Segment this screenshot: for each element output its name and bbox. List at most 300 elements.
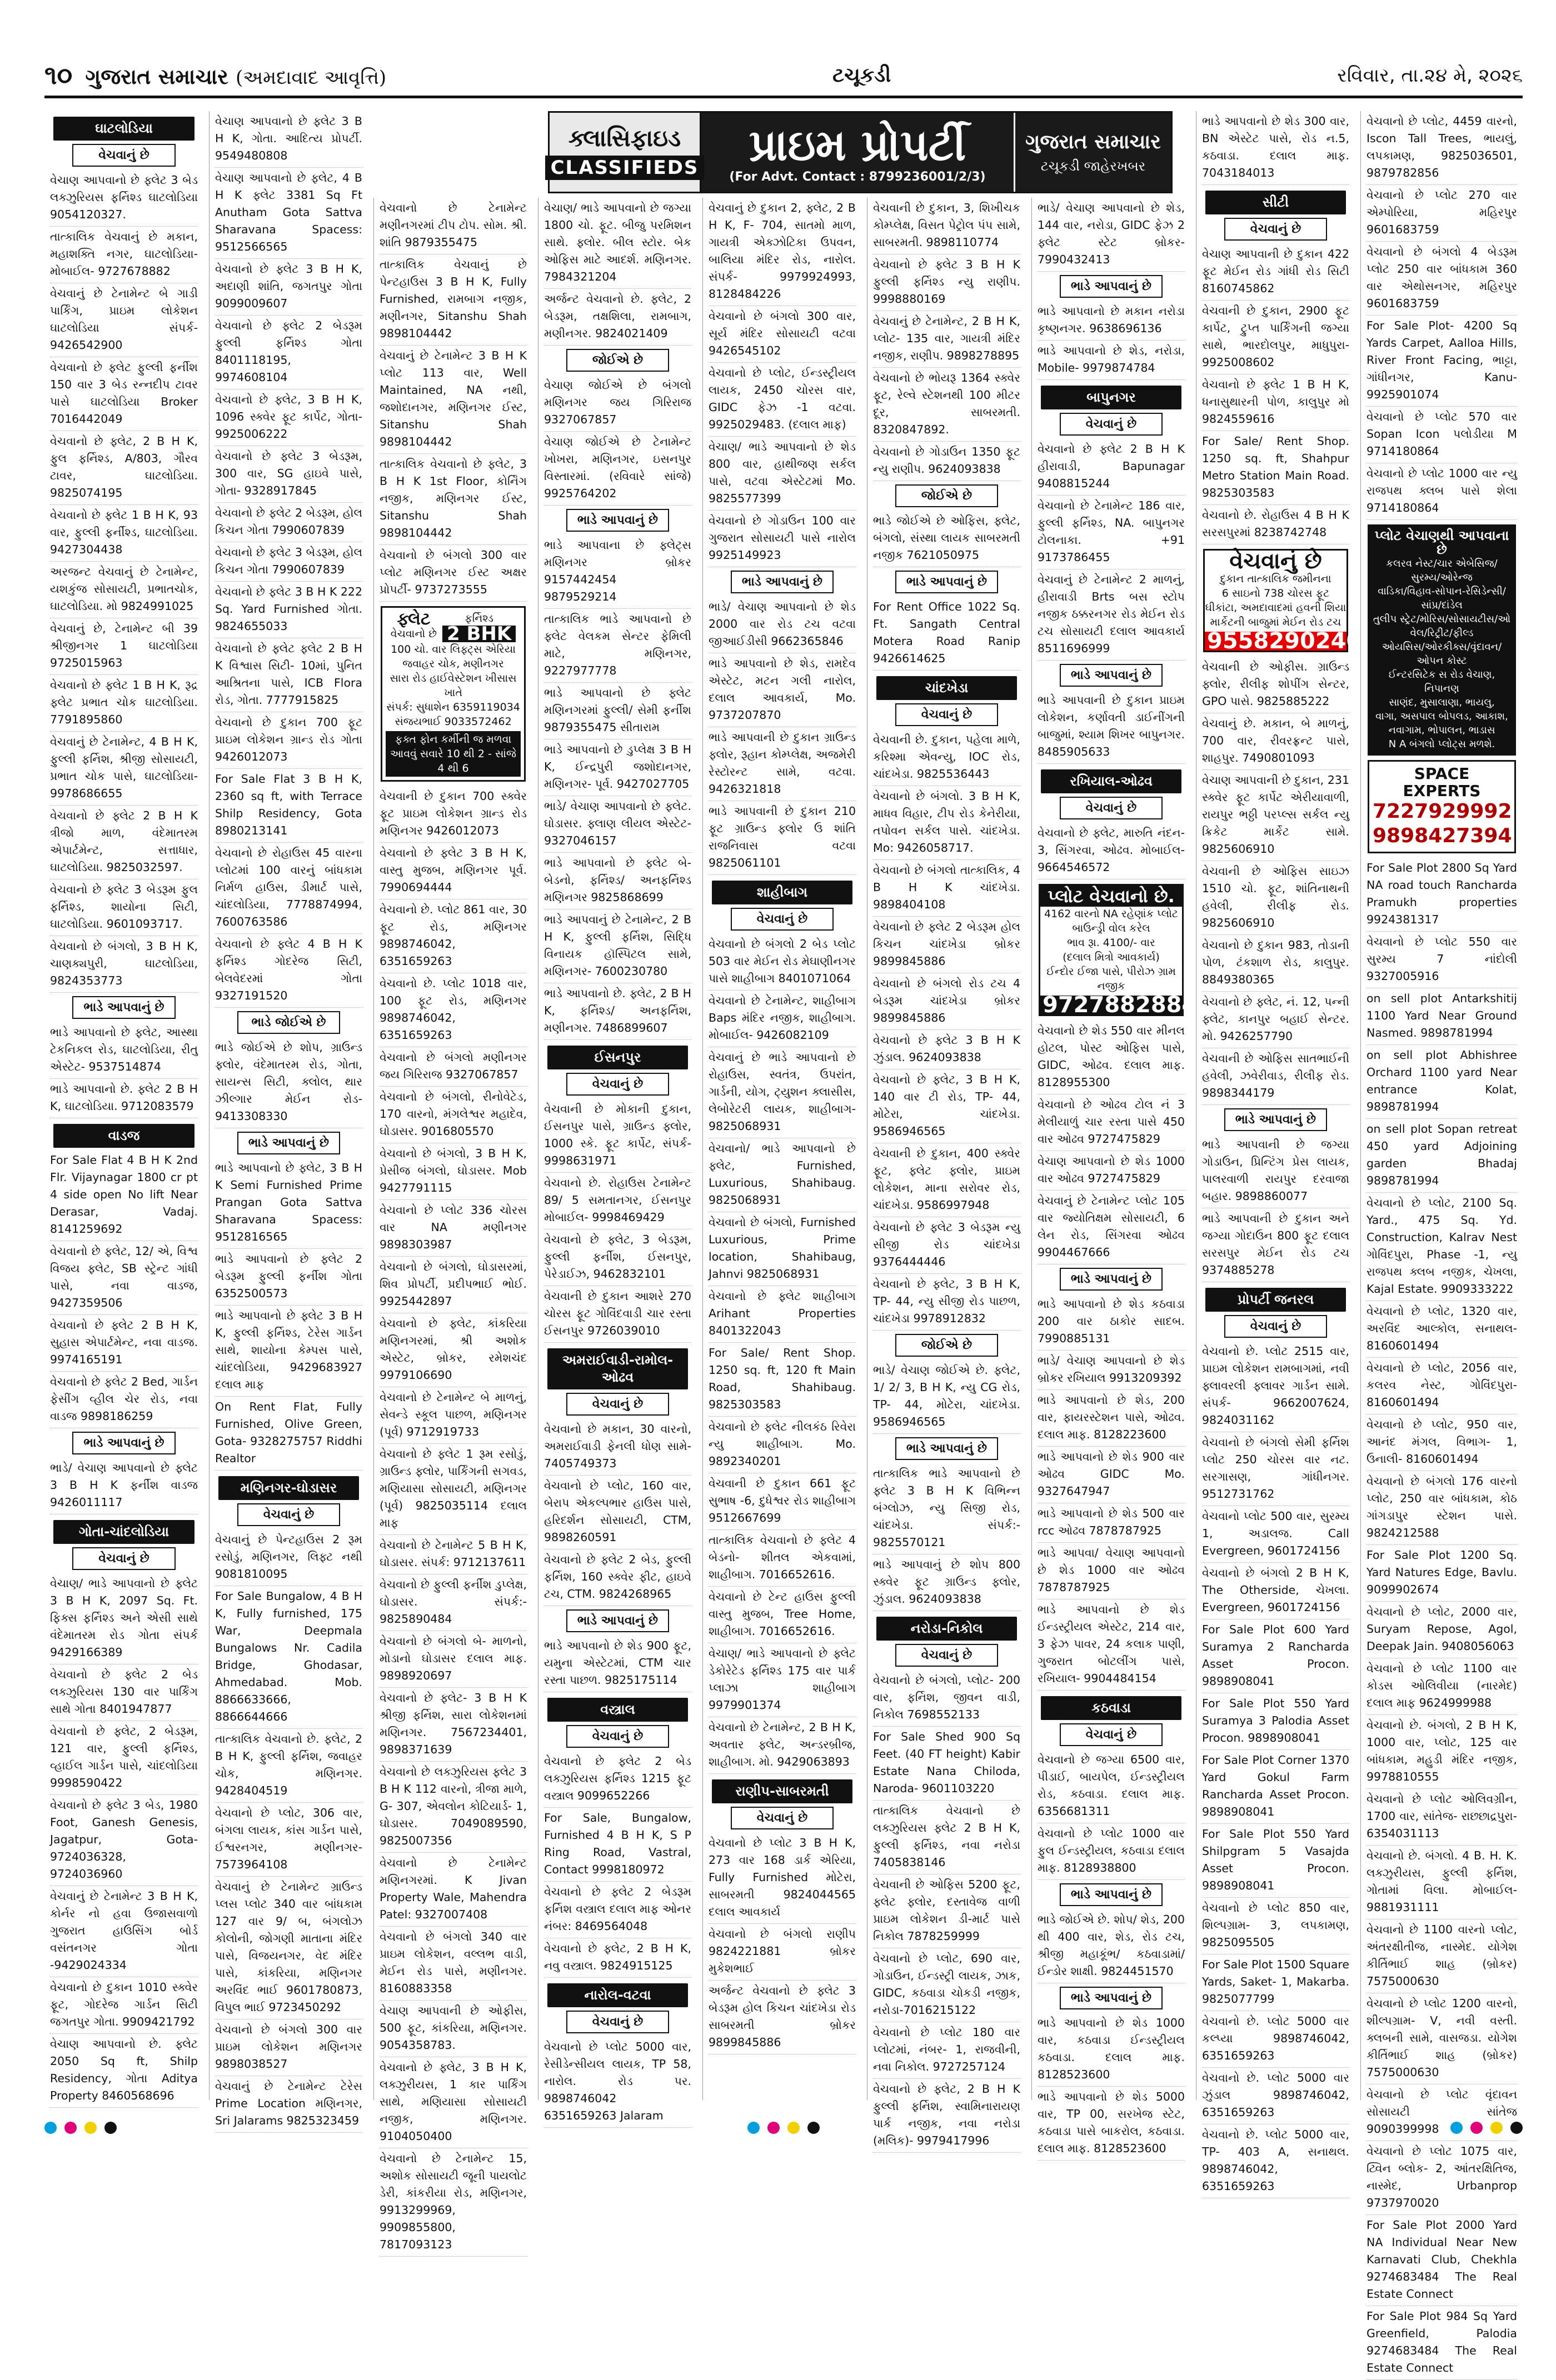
- classified-ad: વેચવાનો છે બંગલો 2 બેડ પ્લોટ 503 વાર મેઈન રોડ મેઘાણીનગર પાસે શાહીબાગ 8401071064: [709, 934, 856, 991]
- classified-ad: ભાડે આપવાનો છે ફ્લેટ, 3 B H K Semi Furnished Prime Prangan Gota Sattva Sharavana Spacess: 9512816565: [215, 1158, 362, 1249]
- classifieds-banner: [548, 111, 1173, 193]
- classified-ad: વેચવાનું છે ટેનામેન્ટ 3 B H K, કોર્નર નો હવા ઉજાસવાળો ગુજરાત હાઉસિંગ બોર્ડ વસંતનગર ગોતા -9429024334: [50, 1886, 198, 1977]
- classified-ad: વેચવાનો છે ફ્લેટ 3 બેડરૂમ, હોલ કિચન ગોતા 7990607839: [215, 542, 362, 582]
- classified-ad: વેચવાનો છે ટેનામેન્ટ મણિનગરમાં. K Jivan Property Wale, Mahendra Patel: 9327007408: [380, 1853, 527, 1927]
- classified-ad: ભાડે/ વેચાણ જોઈએ છે. ફ્લેટ, 1/ 2/ 3, B H K, ન્યુ CG રોડ, TP- 44, મોટેરા, ચાંદખેડા. 9586946565: [873, 1360, 1020, 1434]
- classified-ad: વેચવાનો છે ફ્લેટ ફુલ્લી ફર્નીશ 150 વાર 3 બેડ રન્નદીપ ટાવર પાસે ઘાટલોડિયા Broker 7016442049: [50, 357, 198, 431]
- classified-ad: વેચવાનો છે. પ્લોટ 861 વાર, 30 ફૂટ રોડ, મણિનગર 9898746042, 6351659263: [380, 899, 527, 973]
- category-subheading: જોઈએ છે: [566, 349, 669, 372]
- flat-ad-line: 100 ચો. વાર લિફ્ટ્સ એરિયા: [391, 643, 516, 656]
- classified-ad: તાત્કાલિક ભાડે આપવાનો છે ફ્લેટ વેલકમ સેન્ટર ફેમિલી માટે, મણિનગર, 9227977778: [544, 609, 691, 683]
- plot-service-line: N A બંગલો પ્લોટ્સ મળશે.: [1388, 738, 1495, 750]
- classified-ad: વેચવાની છે દુકાન, 400 સ્ક્વેર ફૂટ, ફ્લેટ ફ્લોર, પ્રાઇમ લોકેશન, માના સરોવર રોડ, ચાંદખેડા. 9586997948: [873, 1143, 1020, 1217]
- classified-ad: ભાડે આપવાનો છે શેડ 300 વાર, BN એસ્ટેટ પાસે, રોડ ન.5, કઠવાડા. દલાલ માફ. 7043184013: [1202, 111, 1349, 185]
- classified-ad: ભાડે આપવાનો છે. ફ્લેટ 2 B H K, ઘાટલોડિયા. 9712083579: [50, 1079, 198, 1118]
- area-heading: રાણીપ-સાબરમતી: [712, 1779, 852, 1803]
- classified-ad: For Sale Plot 1500 Square Yards, Saket- 1, Makarba. 9825077799: [1202, 1954, 1349, 2011]
- classified-ad: વેચાણ/ ભાડે આપવાનો છે જગ્યા 1800 ચો. ફૂટ. બીજુ પરમિશન સાથે. ફ્લોર. બીલ સ્ટોર. બેક ઓફિસ માટે આદર્શ. મણિનગર. 7984321204: [544, 198, 691, 289]
- category-subheading: ભાડે આપવાનું છે: [237, 1132, 340, 1154]
- classified-ad: વેચવાનો છે પ્લોટ, 2000 વાર, Suryam Repose, Agol, Deepak Jain. 9408056063: [1367, 1602, 1517, 1658]
- category-subheading: ભાડે આપવાનું છે: [1224, 1108, 1327, 1131]
- banner-title: પ્રાઇમ પ્રોપર્ટી: [749, 119, 966, 171]
- flat-ad-timing: ફક્ત ફોન કર્મીની જ મળવા આવવું સવારે 10 થી 2 - સાંજે 4 થી 6: [386, 731, 521, 777]
- space-experts-ad: [1368, 760, 1516, 853]
- classified-ad: વેચવાનો છે રોહાઉસ 45 વારના પ્લોટમાં 100 વારનું બાંધકામ નિર્મળ હાઉસ, ડીમાર્ટ પાસે, ચાંદલોડિયા, 7778874994, 7600763586: [215, 843, 362, 934]
- classified-ad: વેચવાનો છે ફ્લેટ, 2 B H K ફુલ્લી ફર્નિશ, સ્વામિનારાયણ પાર્ક નજીક, નવા નરોડા (મલિક)- 9979417996: [873, 2079, 1020, 2153]
- area-heading: શાહીબાગ: [712, 881, 852, 904]
- page-number: ૧૦: [44, 60, 73, 90]
- category-subheading: વેચવાનું છે: [237, 1503, 340, 1526]
- plot-service-line: ઓયસિસ/ઓરકીક્સ/વૃંદાવન/ઓપન કોસ્ટ: [1382, 641, 1502, 667]
- classified-ad: તાત્કાલિક વેચવાનો છે લક્ઝુરિયસ ફ્લેટ 2 B H K, ફુલ્લી ફર્નિશ્ડ, નવા નરોડા 7405838146: [873, 1801, 1020, 1874]
- area-heading: વાડજ: [53, 1124, 194, 1148]
- category-subheading: ભાડે આપવાનું છે: [895, 1437, 998, 1460]
- flat-display-ad: [381, 606, 526, 782]
- plot-display-ad: [1039, 884, 1198, 1018]
- shop-ad-line: 6 સાઇનો 738 ચોરસ ફૂટ: [1221, 587, 1330, 599]
- classified-ad: ભાડે આપવાનો છે શેડ 900 ફૂટ, યમુના એસ્ટેટમાં, CTM ચાર રસ્તા પાછળ. 9825175114: [544, 1636, 691, 1692]
- classified-ad: વેચવાનું છે દુકાન 2, ફ્લેટ, 2 B H K, F- 704, સાતમો માળ, ગાયત્રી એક્ઝોટિકા ઉપવન, બાલિયા મંદિર રોડ, નારોલ. સંપર્ક- 9979924993, 8128484226: [709, 198, 856, 306]
- column-7: [1031, 198, 1198, 2155]
- classified-ad: On Rent Flat, Fully Furnished, Olive Green, Gota- 9328275757 Riddhi Realtor: [215, 1397, 362, 1471]
- classified-ad: વેચવાનો છે ફ્લેટ, 3 બેડરૂમ, ફુલ્લી ફર્નીશ, ઈસનપુર, પેરેડાઈઝ, 9462832101: [544, 1229, 691, 1286]
- classified-ad: વેચવાનો છે દુકાન 983, તોડાની પોળ, ટંકશાળ રોડ, કાલુપુર. 8849380365: [1202, 935, 1349, 992]
- classified-ad: વેચવાનો છે બંગલો, Furnished Luxurious, Prime location, Shahibaug, Jahnvi 9825068931: [709, 1212, 856, 1286]
- classified-ad: વેચવાનો છે દુકાન 1010 સ્ક્વેર ફૂટ, ગોદરેજ ગાર્ડન સિટી જગતપુર ગોતા. 9909421792: [50, 1977, 198, 2034]
- classified-ad: વેચવાનું છે ટેનામેન્ટ પ્લોટ 105 વાર જ્યોતિક્ષમ સોસાયટી, 6 લેન રોડ, સિંગરવા ઓઢવ 9904467666: [1038, 1191, 1185, 1264]
- classified-ad: વેચવાનો છે પ્લોટ 5000 વાર, રેસીડેન્સીયલ લાયક, TP 58, નારોલ. રોડ પર. 9898746042 6351659263 Jalaram: [544, 2037, 691, 2128]
- classified-ad: વેચવાનો/ ભાડે આપવાનો છે ફ્લેટ, Furnished, Luxurious, Shahibaug. 9825068931: [709, 1138, 856, 1212]
- cyan-mark: [747, 2122, 760, 2134]
- plot-service-line: નવાગામ, ભોપાલન, ભાડાસ: [1388, 724, 1495, 736]
- classified-ad: વેચવાનો છે ફ્લેટ, 2 B H K, નવુ વસ્ત્રાલ. 9824915125: [544, 1938, 691, 1978]
- category-subheading: ભાડે આપવાનું છે: [731, 571, 834, 593]
- classified-ad: વેચવાનો છે ફ્લેટ- 3 B H K શ્રીજી ફર્નિશ, સારા લોકેશનમાં મણિનગર. 7567234401, 9898371639: [380, 1688, 527, 1762]
- category-subheading: વેચવાનું છે: [566, 1725, 669, 1748]
- paper-name: ગુજરાત સમાચાર: [85, 64, 228, 89]
- classified-ad: ભાડે આપવાનો છે શેડ ઈન્ડસ્ટ્રીયલ એસ્ટેટ, 214 વાર, 3 ફેઝ પાવર, 24 કલાક પાણી, ગુજરાત બોટલીંગ પાસે, રખિયાલ- 9904484154: [1038, 1599, 1185, 1691]
- classified-ad: વેચવાનો છે પ્લોટ 3 B H K, 273 વાર 168 ડાર્ક એરિયા, Fully Furnished મોટેરા, સાબરમતી 9824044565 દલાલ આવકાર્ય: [709, 1833, 856, 1924]
- classified-ad: ભાડે આપવાનો છે. ફ્લેટ, 2 B H K, ફર્નિશ્ડ/ અનફર્નિશ, મણીનગર. 7486899607: [544, 983, 691, 1040]
- classified-ad: વેચવાનો છે બંગલો 4 બેડરૂમ પ્લોટ 250 વાર બાંધકામ 360 વાર એથોસનગર, મહિરપુર 9601683759: [1367, 242, 1517, 316]
- classified-ad: ભાડે આપવાના છે ફ્લેટ્સ મણિનગર બ્રોકર 9157442454 9879529214: [544, 535, 691, 609]
- classified-ad: વેચવાનો છે પ્લોટ, 160 વાર, બેરાપ એકલ્પભાર હાઉસ પાસે, હરિદર્શન સોસાયટી, CTM, 9898260591: [544, 1476, 691, 1549]
- classified-ad: ભાડે આપવાનું છે ટેનામેન્ટ, 2 B H K, ફુલ્લી ફર્નિશ, સિદ્ધિ વિનાયક હૉસ્પિટલ સામે, મણિનગર- 7600230780: [544, 909, 691, 983]
- classified-ad: વેચવાનો છે ફ્લેટ, કાંકરિયા મણિનગરમાં, શ્રી અશોક એસ્ટેટ, બ્રોકર, રમેશચંદ 9979106690: [380, 1313, 527, 1387]
- classified-ad: વેચવાનો છે ફ્લેટ 3 બેડરૂમ, 300 વાર, SG હાઇવે પાસે, ગોતા- 9328917845: [215, 446, 362, 503]
- banner-right: [1014, 113, 1171, 192]
- column-1: [44, 111, 203, 2100]
- classified-ad: ભાડે આપવાનો છે શેડ, રામદેવ એસ્ટેટ, મટન ગલી નારોલ, દલાલ આવકાર્ય, Mo. 9737207870: [709, 653, 856, 727]
- registration-marks-center: [747, 2122, 820, 2134]
- classified-ad: તાત્કાલિક ભાડે આપવાનો છે ફ્લેટ 3 B H K વિભિન્ન બંગ્લોઝ, ન્યુ સિજી રોડ, ચાંદખેડા. સંપર્ક:- 9825570121: [873, 1463, 1020, 1554]
- classified-ad: ભાડે/ વેચાણ આપવાનો છે શેડ બ્રોકર રખિયાલ 9913209392: [1038, 1351, 1185, 1390]
- classified-ad: વેચવાની છે દુકાન આશરે 270 ચોરસ ફૂટ ગોવિંદવાડી ચાર રસ્તા ઈસનપુર 9726039010: [544, 1286, 691, 1343]
- classified-ad: વેચવાનો છે ટેનામેન્ટ 186 વાર, ફુલ્લી ફર્નિશ્ડ, NA. બાપુનગર ટોલનાકા. +91 9173786455: [1038, 496, 1185, 569]
- classified-ad: ભાડે/ વેચાણ આપવાનો છે શેડ 2000 વાર રોડ ટચ વટવા જીઆઈડીસી 9662365846: [709, 597, 856, 653]
- flat-ad-subtitle: વેચવાનો છે: [390, 628, 437, 640]
- classified-en: CLASSIFIEDS: [545, 156, 705, 180]
- classified-ad: ભાડે આપવાનો છે ફ્લેટ 2 બેડરૂમ ફુલ્લી ફર્નીશ ગોતા 6352500573: [215, 1249, 362, 1306]
- classified-ad: વેચવાની છે દુકાન, 3, શિખીચક કોમ્પ્લેક્ષ, વિસત પેટ્રોલ પંપ સામે, સાબરમતી. 9898110774: [873, 198, 1020, 254]
- classified-ad: વેચવાનો છે પ્લોટ, 306 વાર, બંગલા લાયક, કાંસ ગાર્ડન પાસે, ઈશ્વરનગર, મણીનગર- 7573964108: [215, 1803, 362, 1877]
- classified-ad: વેચવાનો છે શેડ 550 વાર મીનલ હોટલ, પોસ્ટ ઓફિસ પાસે, GIDC, ઓઢવ. દલાલ માફ. 8128955300: [1038, 1021, 1185, 1094]
- classified-ad: વેચવાનો છે ફ્લેટ, 3 B H K, TP- 44, ન્યુ સીજી રોડ પાછળ, ચાંદખેડા 9978912832: [873, 1274, 1020, 1331]
- banner-contact: (For Advt. Contact : 8799236001/2/3): [729, 169, 986, 184]
- area-heading: ચાંદખેડા: [876, 676, 1017, 700]
- classified-ad: ભાડે આપવાની છે દુકાન અને જગ્યા ગોદાઉન 800 ફૂટ દલાલ સરસપુર મેઈન રોડ ટચ 9374885278: [1202, 1208, 1349, 1282]
- area-heading: મણિનગર-ઘોડાસર: [218, 1476, 359, 1500]
- category-subheading: જોઈએ છે: [895, 484, 998, 507]
- classified-ad: તાત્કાલિક વેચવાનો છે. ફ્લેટ, 2 B H K, ફુલ્લી ફર્નિશ, જવાહર ચોક, મણિનગર. 9428404519: [215, 1729, 362, 1803]
- classifieds-grid: [44, 111, 1523, 2374]
- classified-ad: વેચવાનો છે ફ્લેટ 1 B H K, રૂદ્ર ફ્લેટ પ્રભાત ચોક ઘાટલોડિયા. 7791895860: [50, 675, 198, 732]
- classified-ad: ભાડે/ વેચાણ આપવાનો છે ફ્લેટ 3 B H K ફર્નીશ વાડજ 9426011117: [50, 1458, 198, 1514]
- flat-ad-furnished: ફર્નિશ્ડ: [465, 612, 493, 624]
- black-mark: [807, 2122, 820, 2134]
- classified-ad: વેચવાનો છે ફ્લેટ 2 બેડરૂમ હોલ કિચન ચાંદખેડા બ્રોકર 9899845886: [873, 917, 1020, 973]
- classified-ad: વેચવાનો છે ફ્લેટ, મારુતિ નંદન- 3, સિંગરવા, ઓઢવ. મોબાઈલ- 9664546572: [1038, 823, 1185, 879]
- classified-ad: વેચાણ/ ભાડે આપવાનો છે ફ્લેટ 3 B H K, 2097 Sq. Ft. ફિક્સ ફર્નિશ્ડ અને એસી સાથે વંદેમાતરમ રોડ ગોતા સંપર્ક 9429166389: [50, 1573, 198, 1664]
- classified-ad: વેચવાનું છે ટેનામેન્ટ ગ્રાઉન્ડ પ્લસ પ્લોટ 340 વાર બાંધકામ 127 વાર 9/ બ, બંગલોઝ કોલોની, જોગણી માતાના મંદિર પાસે, વિજયનગર, વેદ મંદિર પાસે, કાંકરિયા, મણિનગર અરવિંદ ભાઈ 9601780873, વિપુલ ભાઈ 9723450292: [215, 1877, 362, 2019]
- category-subheading: વેચવાનું છે: [1060, 1723, 1163, 1746]
- classified-ad: વેચવાનો છે જગ્યા 6500 વાર, પીડાઈ, બાયપેલ, ઈન્ડસ્ટ્રીયલ રોડ, કઠવાડા. દલાલ માફ. 6356681311: [1038, 1749, 1185, 1823]
- page-footer: [44, 2111, 1523, 2144]
- classified-ad: વેચવાનું છે પેન્ટહાઉસ 2 રૂમ રસોડું, મણિનગર, લિફ્ટ નથી 9081810095: [215, 1529, 362, 1586]
- magenta-mark: [1470, 2122, 1483, 2134]
- classified-ad: વેચવાનો છે ફ્લેટ 3 B H K ઝુંડાલ. 9624093838: [873, 1030, 1020, 1069]
- column-2: [209, 111, 368, 2127]
- classified-ad: વેચવાનો છે પ્લોટ, 2056 વાર, કલરવ નેસ્ટ, ગોવિંદપુરા- 8160601494: [1367, 1358, 1517, 1414]
- classified-ad: ભાડે આપવાનો છે શેડ 5000 વાર, TP 00, સરખેજ સ્ટેટ, કઠવાડા પાસે બાકરોલ, કઠવાડા. દલાલ માફ. 8128523600: [1038, 2087, 1185, 2161]
- plot-service-line: વાગા, અસપાલ બોપલડ, આકાશ,: [1375, 711, 1508, 722]
- classified-ad: વેચવાનો છે પ્લોટ, 1320 વાર, અરવિંદ આલ્કોલ, સનાથલ- 8160601494: [1367, 1301, 1517, 1358]
- classified-ad: વેચવાનો છે ભોયરૂ 1364 સ્ક્વેર ફૂટ, રેલ્વે સ્ટેશનથી 100 મીટર દૂર, સાબરમતી. 8320847892.: [873, 368, 1020, 442]
- category-subheading: ભાડે આપવાનું છે: [566, 1609, 669, 1632]
- issue-date: રવિવાર, તા.૨૪ મે, ૨૦૨૬: [1337, 64, 1523, 87]
- classified-ad: For Sale Plot 984 Sq Yard Greenfield, Palodia 9274683484 The Real Estate Connect: [1367, 2306, 1517, 2380]
- magenta-mark: [64, 2122, 77, 2134]
- classified-ad: વેચવાનો છે ફ્લેટ 2 બેડરૂમ ફર્નિશ વસ્ત્રાલ દલાલ માફ ઓનર નંબર: 8469564048: [544, 1882, 691, 1938]
- category-subheading: ભાડે આપવાનું છે: [1060, 1268, 1163, 1291]
- classified-ad: વેચવાનો છે બંગલો, 3 B H K, ચાણક્યપુરી, ઘાટલોડિયા, 9824353773: [50, 936, 198, 993]
- classified-ad: For Sale Plot 600 Yard Suramya 2 Rancharda Asset Procon. 9898908041: [1202, 1619, 1349, 1693]
- classified-ad: વેચવાની છે ઓફીસ. ગ્રાઉન્ડ ફ્લોર, રીલીફ શોપીંગ સેન્ટર, GPO પાસે. 9825885222: [1202, 657, 1349, 713]
- classified-ad: ભાડે આપવા/ વેચાણ આપવાનો છે શેડ 1000 વાર ઓઢવ 7878787925: [1038, 1543, 1185, 1599]
- classified-ad: ભાડે આપવાનો છે ફ્લેટ બે- બેડનો, ફર્નિશ્ડ/ અનફર્નિશ્ડ મણિનગર 9825868699: [544, 853, 691, 909]
- classified-ad: વેચવાનો છે ટેનામેન્ટ 15, અશોક સોસાયટી જૂની પાયલોટ ડેરી, કાંકરીયા રોડ, મણિનગર, 9913299969, 9909855800, 7817093123: [380, 2148, 527, 2257]
- classified-ad: વેચવાનો છે પ્લોટ, 690 વાર, ગોડાઉન, ઈન્ડસ્ટ્રી લાયક, ઝાક, GIDC, કઠવાડા ચોકડી નજીક, નરોડા-7016215122: [873, 1948, 1020, 2022]
- classified-ad: ભાડે આપવાની છે દુકાન પ્રાઇમ લોકેશન, કર્ણાવતી ડાઈનીંગની બાજુમાં, શ્યામ શિખર બાપુનગર. 8485905633: [1038, 690, 1185, 764]
- classified-ad: વેચવાનો છે. પ્લોટ 5000 વાર, TP- 403 A, સનાથલ. 9898746042, 6351659263: [1202, 2124, 1349, 2198]
- category-subheading: વેચવાનું છે: [731, 908, 834, 931]
- classified-ad: ભાડે આપવાનો છે ફ્લેટ, આસ્થા ટેકનિકલ રોડ, ઘાટલોડિયા, રીતુ એસ્ટેટ- 9537514874: [50, 1022, 198, 1079]
- shop-ad-line: માર્કેટની બાજુમાં મેઈન રોડ ટચ: [1210, 616, 1341, 628]
- classified-ad: વેચવાનો છે. બંગલો, 2 B H K, 1000 વાર, પ્લોટ, 125 વાર બાંધકામ, મહુડી મંદિર નજીક, 9978810555: [1367, 1715, 1517, 1789]
- classified-ad: વેચવાનો છે ફ્લેટ શાહીબાગ Arihant Properties 8401322043: [709, 1286, 856, 1343]
- area-heading: નારોલ-વટવા: [547, 1983, 688, 2007]
- classified-ad: વેચવાનો છે બંગલો રાણીપ 9824221881 બ્રોકર મુકેશભાઈ: [709, 1924, 856, 1981]
- plot-service-ad: [1368, 524, 1516, 756]
- classified-ad: વેચવાનો છે ગોડાઉન 1350 ફૂટ ન્યુ રાણીપ. 9624093838: [873, 442, 1020, 481]
- classified-ad: વેચવાનો છે પ્લોટ, 950 વાર, આનંદ મંગલ, વિભાગ- 1, ઉનાલી- 8160601494: [1367, 1414, 1517, 1471]
- classified-ad: on sell plot Antarkshitij 1100 Yard Near Ground Nasmed. 9898781994: [1367, 988, 1517, 1045]
- flat-ad-bhk: 2 BHK: [442, 626, 516, 642]
- classified-ad: For Sale Bungalow, 4 B H K, Fully furnished, 175 War, Deepmala Bungalows Nr. Cadila Bridge, Ghodasar, Ahmedabad. Mob. 8866633666, 8866644666: [215, 1586, 362, 1729]
- column-8: [1196, 111, 1362, 2193]
- classified-ad: ભાડે આપવાનું છે શોપ 800 સ્ક્વેર ફૂટ ગ્રાઉન્ડ ફ્લોર, ઝુંડાલ. 9624093838: [873, 1554, 1020, 1611]
- page-header: [44, 56, 1523, 98]
- plot-ad-line: (દલાલ મિત્રો આવકાર્ય): [1063, 951, 1160, 963]
- classified-ad: વેચવાનો છે ફ્લેટ, 3 B H K, લક્ઝુરીયસ, 1 કાર પાર્કિંગ સાથે, મણિયાસા સોસાયટી નજીક, મણિનગર. 9104050400: [380, 2057, 527, 2148]
- classified-gu: ક્લાસિફાઇડ: [568, 124, 681, 152]
- column-4: [538, 198, 697, 2122]
- category-subheading: વેચવાનું છે: [1224, 218, 1327, 241]
- category-subheading: વેચવાનું છે: [895, 703, 998, 726]
- classified-ad: વેચવાની છે દુકાન 661 ફૂટ સુભાષ -6, દુધેશ્વર રોડ શાહીબાગ 9512667699: [709, 1473, 856, 1530]
- classified-ad: વેચવાનો છે પ્લોટ, 4459 વારનો, Iscon Tall Trees, ભાયલું, લપકામણ, 9825036501, 9879782856: [1367, 111, 1517, 185]
- classified-ad: અરજન્ટ વેચવાનું છે ટેનામેન્ટ, યશકુંજ સોસાયટી, પ્રભાતચોક, ઘાટલોડિયા. મો 9824991025: [50, 562, 198, 618]
- classified-ad: વેચવાનું છે ભાડે આપવાનો છે રોહાઉસ, સ્વતંત્ર, ઉપરાંત, ગાર્ડની, યોગ, ટ્યુશન ક્લાસીસ, લેબોરેટરી લાયક, શાહીબાગ- 9825068931: [709, 1047, 856, 1138]
- classified-ad: વેચવાનો છે ફ્લેટ, 2 B H K, ફુલ ફર્નિશ્ડ, A/803, ગૌરવ ટાવર, ઘાટલોડિયા. 9825074195: [50, 431, 198, 505]
- classified-ad: વેચવાનો છે પ્લોટ 550 વાર સુરમ્ય 7 નાંદોલી 9327005916: [1367, 932, 1517, 988]
- category-subheading: વેચવાનું છે: [731, 1807, 834, 1829]
- classified-ad: વેચવાનો છે ટેનામેન્ટ બે માળનું, સેવન્ડે સ્કૂલ પાછળ, મણિનગર (પૂર્વ) 9712919733: [380, 1387, 527, 1444]
- classified-ad: વેચવાનો છે. બંગલો. 4 B. H. K. લક્ઝુરીયસ, ફુલ્લી ફર્નિશ, ગોતામાં વિલા. મોબાઈલ- 9881931111: [1367, 1846, 1517, 1919]
- plot-service-line: કલરવ નેસ્ટ/ચાર એબેસિજ/સુરમ્ય/ઓરેન્જ: [1386, 558, 1498, 583]
- classified-ad: વેચવાની છે દુકાન, 2900 ફૂટ કાર્પેટ, ટ્રુપ્ત પાર્કિંગની જગ્યા સાથે, ભારદોલપુર, માધુપુરા- 9925008602: [1202, 301, 1349, 374]
- category-subheading: ભાડે આપવાનું છે: [895, 571, 998, 593]
- area-heading: રખિયાલ-ઓઢવ: [1041, 769, 1181, 793]
- flat-ad-line: સંપર્ક: સુધાશેન 6359119034: [386, 701, 520, 713]
- classified-ad: વેચવાનો છે ફ્લેટ 2 B H K, સુહાસ એપાર્ટમેન્ટ, નવા વાડજ. 9974165191: [50, 1315, 198, 1372]
- classified-ad: વેચવાનો છે બંગલો 340 વાર પ્રાઇમ લોકેશન, વલ્લભ વાડી, મેઈન રોડ પાસે, મણીનગર. 8160883358: [380, 1927, 527, 2001]
- classified-ad: વેચવાનો છે ફ્લેટ 2 બેડ, ફુલ્લી ફર્નિશ, 160 સ્ક્વેર ફીટ, હાઇવે ટચ, CTM. 9824268965: [544, 1549, 691, 1606]
- classified-ad: વેચવાનો છે ગોડાઉન 100 વાર ગુજરાત સોસાયટી પાસે નારોલ 9925149923: [709, 511, 856, 567]
- classified-ad: on sell plot Sopan retreat 450 yard Adjoining garden Bhadaj 9898781994: [1367, 1119, 1517, 1193]
- classified-ad: વેચવાનો છે ફ્લેટ 3 બેડ, 1980 Foot, Ganesh Genesis, Jagatpur, Gota- 9724036328, 9724036960: [50, 1795, 198, 1886]
- column-5: [702, 198, 861, 2100]
- classified-ad: For Sale Plot 1200 Sq. Yard Natures Edge, Bavlu. 9099902674: [1367, 1545, 1517, 1602]
- classified-ad: વેચાણ આપવાનો છે ફ્લેટ, 4 B H K ફ્લેટ 3381 Sq Ft Anutham Gota Sattva Sharavana Spacess: 9512566565: [215, 168, 362, 259]
- column-6: [867, 198, 1026, 2147]
- classified-ad: વેચવાનો છે બંગલો 2 B H K, The Otherside, ચેખલા. Evergreen, 9601724156: [1202, 1563, 1349, 1619]
- classified-ad: વેચવાનું છે ટેનામેન્ટ બે ગાડી પાર્કિંગ, પ્રાઇમ લોકેશન ઘાટલોડિયા સંપર્ક- 9426542900: [50, 283, 198, 357]
- classified-ad: For Sale Plot 550 Yard Shilpgram 5 Vasajda Asset Procon. 9898908041: [1202, 1824, 1349, 1898]
- flat-ad-head-left: [390, 609, 437, 641]
- classified-ad: વેચવાનો છે ફ્લેટ, નં. 12, પન્ની ફ્લેટ, કાનપુર બહાઈ સેન્ટર. મો. 9426257790: [1202, 992, 1349, 1048]
- area-heading: અમરાઈવાડી-રામોલ-ઓઢવ: [547, 1348, 688, 1389]
- classified-ad: વેચવાનું છે. મકાન, બે માળનું, 700 વાર, રીવરફ્રન્ટ પાસે, શાહપુર. 7490801093: [1202, 713, 1349, 770]
- registration-marks-right: [1450, 2122, 1523, 2134]
- classified-ad: For Sale Shed 900 Sq Feet. (40 FT height) Kabir Estate Nana Chiloda, Naroda- 9601103220: [873, 1727, 1020, 1801]
- area-heading: પ્રોપર્ટી જનરલ: [1205, 1288, 1346, 1312]
- category-subheading: ભાડે આપવાનું છે: [1060, 275, 1163, 298]
- classified-ad: વેચવાની છે ઓફિસ સાઇઝ 1510 ચો. ફૂટ, શાંતિનાથની હવેલી, રીલીફ રોડ. 9825606910: [1202, 861, 1349, 935]
- classified-ad: વેચવાનો છે ટેનામેન્ટ, 2 B H K, અવતાર ફ્લેટ, અન્ડરબ્રીજ, શાહીબાગ. મો. 9429063893: [709, 1717, 856, 1774]
- classified-ad: વેચવાનું છે ટેનામેન્ટ 2 માળનું, હીરાવાડી Brts બસ સ્ટોપ નજીક ઠક્કરનગર રોડ મેઈન રોડ ટચ સોસાયટી દલાલ આવકાર્ય 8511696999: [1038, 569, 1185, 661]
- classified-ad: વેચવાનું છે ટેનામેન્ટ 3 B H K પ્લોટ 113 વાર, Well Maintained, NA નથી, જશોદાનગર, મણિનગર ઈસ્ટ, Sitanshu Shah 9898104442: [380, 346, 527, 454]
- classified-ad: વેચાણ જોઈએ છે બંગલો મણિનગર જય ગિરિરાજ 9327067857: [544, 375, 691, 432]
- classified-ad: વેચવાનો છે ફ્લેટ 3 બેડરૂમ ફુલ ફર્નિશ્ડ, શાયોના સિટી, ઘાટલોડિયા. 9601093717.: [50, 879, 198, 936]
- classified-ad: ભાડે/ વેચાણ આપવાનો છે શેડ, 144 વાર, નરોડા, GIDC ફેઝ 2 ફ્લેટ સ્ટેટ બ્રોકર- 7990432413: [1038, 198, 1185, 272]
- classified-ad: વેચવાનો છે બંગલો મણીનગર જય ગિરિરાજ 9327067857: [380, 1047, 527, 1087]
- classified-ad: વેચવાનો છે બંગલો 176 વારનો પ્લોટ, 250 વાર બાંધકામ, કોઠ ગાંગડાપુર સ્ટેશન પાસે. 9824212588: [1367, 1471, 1517, 1545]
- category-subheading: ભાડે આપવાનું છે: [1060, 1883, 1163, 1906]
- category-subheading: ભાડે આપવાનું છે: [1060, 664, 1163, 687]
- plot-service-line: સાણંદ, મુસાલાણા, ભાયલુ,: [1389, 697, 1495, 708]
- classified-ad: વેચવાનો છે મકાન, 30 વારનો, અમરાઈવાડી ફેનલી ધોણ સામે- 7405749373: [544, 1419, 691, 1476]
- classified-ad: વેચવાનો છે. પ્લોટ 2515 વાર, પ્રાઇમ લોકેશન રામબાગમાં, નવી ફ્લાવરલી ફ્લાવર ગાર્ડન સામે. સંપર્ક- 9662007624, 9824031162: [1202, 1341, 1349, 1432]
- classified-ad: ભાડે આપવાનો છે મકાન નરોડા કૃષ્ણનગર. 9638696136: [1038, 301, 1185, 341]
- classified-ad: વેચવાનો છે. રોહાઉસ 4 B H K સરસપુરમાં 8238742748: [1202, 505, 1349, 544]
- banner-paper: ગુજરાત સમાચાર: [1025, 131, 1161, 153]
- area-heading: વસ્ત્રાલ: [547, 1698, 688, 1722]
- shop-ad-line: દુકાન તાત્કાલિક જમીનના: [1220, 573, 1331, 585]
- flat-ad-line: સારા રોડ હાઈવેસ્ટેશન ખીસાસ ખાતે: [390, 672, 517, 699]
- black-mark: [104, 2122, 117, 2134]
- classified-ad: ભાડે આપવાનો છે ફ્લેટ 3 B H K, ફુલ્લી ફર્નિશ્ડ, ટેરેસ ગાર્ડન સાથે, શાયોના કેમ્પસ પાસે, ચાંદલોડિયા, 9429683927 દલાલ માફ: [215, 1306, 362, 1397]
- classified-ad: વેચવાનો છે ઓઢવ ટોલ નં 3 મેલીયાળું ચાર રસ્તા પાસે 450 વાર ઓઢવ 9727475829: [1038, 1094, 1185, 1151]
- category-subheading: વેચવાનું છે: [72, 144, 176, 167]
- cyan-mark: [1450, 2122, 1463, 2134]
- plot-ad-head: પ્લોટ વેચવાનો છે.: [1040, 886, 1182, 907]
- classified-ad: વેચવાનો છે ટેનામેન્ટ 5 B H K, ઘોડાસર. સંપર્ક: 9712137611: [380, 1535, 527, 1574]
- classified-ad: વેચવાનો છે દુકાન 700 ફૂટ પ્રાઇમ લોકેશન ગ્રાન્ડ રોડ ગોતા 9426012073: [215, 712, 362, 769]
- classified-ad: વેચવાનો છે ટેનામેન્ટ, શાહીબાગ Baps મંદિર નજીક, શાહીબાગ. મોબાઈલ- 9426082109: [709, 991, 856, 1047]
- classified-ad: વેચવાનો છે ફ્લેટ 2 બેડ લક્ઝુરિયસ ફર્નિશ્ડ 1215 ફૂટ વસ્ત્રાલ 9099652266: [544, 1751, 691, 1808]
- classified-ad: વેચવાનો છે ફ્લેટ 2 બેડરૂમ, હોલ કિચન ગોતા 7990607839: [215, 503, 362, 542]
- classified-ad: વેચવાનો છે બંગલો 300 વાર, સૂર્ય મંદિર સોસાયટી વટવા 9426545102: [709, 306, 856, 363]
- category-subheading: વેચવાનું છે: [1060, 413, 1163, 436]
- area-heading: બાપુનગર: [1041, 386, 1181, 409]
- classified-ad: ભાડે આપવાની છે જગ્યા ગોડાઉન, પ્રિન્ટિંગ પ્રેસ લાયક, પાલરવાળી રાયપુર દરવાજા બહાર. 9898860077: [1202, 1134, 1349, 1208]
- shop-display-ad: [1203, 548, 1362, 654]
- classified-ad: વેચવાનો છે ફ્લેટ 3 બેડરૂમ ન્યુ સીજી રોડ ચાંદખેડા 9376444446: [873, 1217, 1020, 1274]
- classified-ad: વેચવાનો છે ફ્લેટ 2 B H K હીરાવાડી, Bapunagar 9408815244: [1038, 439, 1185, 496]
- plot-service-line: વાડિકા/વિહાવ-સોપાન-રેસિડેન્સી/સાંપ્ર/દાંડેલ: [1378, 586, 1506, 611]
- category-subheading: વેચવાનું છે: [1060, 797, 1163, 819]
- classified-ad: વેચવાનો છે પ્લોટ 1075 વાર, ટ્વિન બ્લોક- 2, આંતરક્ષિતિજ, નાસ્મેદ, Urbanprop 9737970020: [1367, 2141, 1517, 2215]
- yellow-mark: [84, 2122, 97, 2134]
- classified-ad: ભાડે આપવાનો છે શેડ, નરોડા, Mobile- 9979874784: [1038, 341, 1185, 380]
- classified-ad: વેચવાનો છે પ્લોટ 1000 વાર ન્યુ રાજપથ ક્લબ પાસે શેલા 9714180864: [1367, 463, 1517, 520]
- classified-ad: ભાડે જોઈએ છે શોપ, ગ્રાઉન્ડ ફ્લોર, વંદેમાતરમ રોડ, ગોતા, સાયન્સ સિટી, ક્લોલ, થાર ઝીલ્ગાર મેઈન રોડ- 9413308330: [215, 1037, 362, 1128]
- classified-ad: વેચવાનું છે ટેનામેન્ટ, 2 B H K, પ્લોટ- 135 વાર, ગાયત્રી મંદિર નજીક, રાણીપ. 9898278895: [873, 311, 1020, 368]
- space-experts-phone: 9898427394: [1373, 824, 1512, 847]
- classified-ad: વેચવાનો છે ફ્લેટ 2 B H K ત્રીજો માળ, વંદેમાતરમ એપાર્ટમેન્ટ, સત્તાધાર, ઘાટલોડિયા. 9825032597.: [50, 806, 198, 879]
- classified-ad: વેચવાનો છે બંગલો બે- માળનો, મોડાનો ઘોડાસર દલાલ માફ. 9898920697: [380, 1631, 527, 1688]
- plot-service-line: તુલીપ સ્ટ્રેટ/મોરિસ/સોસાયટીસ/ઓ વેલ/રિટ્રીટ/ફીલ્ડ: [1373, 613, 1511, 639]
- classified-ad: ભાડે આપવાનો છે શેડ 500 વાર rcc ઓઢવ 7878787925: [1038, 1503, 1185, 1543]
- classified-ad: વેચાણ આપવાની છે ઓફીસ, 500 ફૂટ, કાંકરિયા, મણિનગર. 9054358783.: [380, 2001, 527, 2057]
- classified-ad: વેચવાનો છે પ્લોટ 570 વાર Sopan Icon પલોડીયા M 9714180864: [1367, 407, 1517, 463]
- classified-ad: તાત્કાલિક વેચવાનો છે ફ્લેટ, 3 B H K 1st Floor, કોર્નિંગ નજીક, મણિનગર ઈસ્ટ, Sitanshu Shah 9898104442: [380, 454, 527, 545]
- area-heading: ગોતા-ચાંદલોડિયા: [53, 1520, 194, 1544]
- category-subheading: વેચવાનું છે: [566, 1393, 669, 1416]
- classified-ad: For Sale Plot 550 Yard Suramya 3 Palodia Asset Procon. 9898908041: [1202, 1693, 1349, 1750]
- area-heading: ઘાટલોડિયા: [53, 117, 194, 141]
- classified-ad: વેચવાનો છે પ્લોટ 1100 વાર કોડસ ઓલિવીયા (નારમેદ) દલાલ માફ 9624999988: [1367, 1658, 1517, 1715]
- classified-ad: વેચવાનો છે ફ્લેટ 3 B H K, અદાણી શાંતિ, જગતપુર ગોતા 9099009607: [215, 259, 362, 316]
- classified-ad: વેચવાની છે દુકાન 700 સ્ક્વેર ફૂટ પ્રાઇમ લોકેશન ગ્રાન્ડ રોડ મણિનગર 9426012073: [380, 786, 527, 843]
- classified-ad: વેચવાનો છે પ્લોટ ઓલિવગ્રીન, 1700 વાર, સાંતેજ- રાછ્છાદ્રપુરા- 6354031113: [1367, 1789, 1517, 1846]
- classified-ad: વેચવાનો છે બંગલો, ઘોડાસરમાં, શિવ પ્રોપર્ટી, પ્રદીપભાઈ ભોઈ. 9925442897: [380, 1257, 527, 1313]
- classified-ad: વેચાણ/ ભાડે આપવાનો છે શેડ 800 વાર, હાથીજણ સર્કલ પાસે, વટવા એસ્ટેટમાં Mo. 9825577399: [709, 437, 856, 511]
- plot-service-head: પ્લોટ વેચાણથી આપવાના છે: [1374, 528, 1509, 557]
- classified-ad: For Sale Plot 2000 Yard NA Individual Near New Karnavati Club, Chekhla 9274683484 The Real Estate Connect: [1367, 2215, 1517, 2306]
- classified-ad: વેચવાનો છે. પ્લોટ 5000 વાર ઝુંડાલ 9898746042, 6351659263: [1202, 2068, 1349, 2124]
- area-heading: ઈસનપુર: [547, 1046, 688, 1069]
- classified-ad: ભાડે આપવાનો છે શેડ 1000 વાર, કઠવાડા ઈન્ડસ્ટ્રીયલ કઠવાડા. દલાલ માફ. 8128523600: [1038, 2013, 1185, 2087]
- section-name: ટચૂકડી: [832, 64, 891, 87]
- classified-ad: For Rent Office 1022 Sq. Ft. Sangath Central Motera Road Ranip 9426614625: [873, 597, 1020, 671]
- classified-ad: વેચવાનો છે બંગલો 300 વાર પ્લોટ મણિનગર ઈસ્ટ અક્ષર પ્રોપર્ટી- 9737273555: [380, 545, 527, 602]
- classified-ad: તાત્કાલિક વેચવાનો છે ફ્લેટ 4 બેડનો- શીતલ એકવામાં, શાહીબાગ. 7016652616.: [709, 1530, 856, 1587]
- classified-ad: વેચવાનો છે ફ્લેટ 1 રૂમ રસોડું, ગ્રાઉન્ડ ફ્લોર, પાર્કિંગની સગવડ, મણિયાસા સોસાયટી, મણિનગર (પૂર્વ) 9825035114 દલાલ માફ: [380, 1444, 527, 1535]
- category-subheading: વેચવાનું છે: [72, 1547, 176, 1570]
- column-3: [373, 198, 532, 2251]
- classified-ad: વેચવાનો છે બંગલો સેમી ફર્નિશ પ્લોટ 250 ચોરસ વાર નટ. સરગાસણ, ગાંધીનગર. 9512731762: [1202, 1432, 1349, 1506]
- classified-ad: વેચવાનું છે, ટેનામેન્ટ બી 39 શ્રીજીનગર 1 ઘાટલોડિયા 9725015963: [50, 618, 198, 675]
- classified-ad: વેચવાનો છે બંગલો રોડ ટચ 4 બેડરૂમ ચાંદખેડા બ્રોકર 9899845886: [873, 973, 1020, 1030]
- classified-ad: ભાડે જોઈએ છે ઓફિસ, ફ્લેટ, બંગલો, સંસ્થા લાયક સાબરમતી નજીક 7621050975: [873, 511, 1020, 567]
- cyan-mark: [44, 2122, 57, 2134]
- yellow-mark: [1490, 2122, 1503, 2134]
- classified-ad: For Sale Plot Corner 1370 Yard Gokul Farm Rancharda Asset Procon. 9898908041: [1202, 1750, 1349, 1824]
- classified-ad: વેચવાનો છે પ્લોટ 1200 વારનો, શીલ્પગ્રામ- V, નવી વસ્તી. ક્લબની સામે, વાસજડા. યોગેશ કીર્તિભાઈ શાહ (બ્રોકર) 7575000630: [1367, 1993, 1517, 2084]
- classified-ad: For Sale Flat 4 B H K 2nd Flr. Vijaynagar 1800 cr pt 4 side open No lift Near Derasar, Vadaj. 8141259692: [50, 1150, 198, 1241]
- classified-ad: વેચવાનો છે પ્લોટ 180 વાર પ્લોટમાં, નંબર- 1, રાજવીની, નવા નિકોલ. 9727257124: [873, 2022, 1020, 2079]
- classified-ad: વેચાણ આપવાની છે દુકાન 422 ફૂટ મેઈન રોડ ગાંધી રોડ સિટી 8160745862: [1202, 244, 1349, 301]
- classified-ad: વેચવાનો છે બંગલો તાત્કાલિક, 4 B H K ચાંદખેડા. 9898404108: [873, 860, 1020, 917]
- classified-ad: વેચવાની છે મોકાની દુકાન, ઈસનપુર પાસે, ગ્રાઉન્ડ ફ્લોર, 1000 સ્કે. ફૂટ કાર્પેટ, સંપર્ક- 9998631971: [544, 1099, 691, 1173]
- classified-ad: વેચવાનો છે ફ્લેટ 3 B H K ફુલ્લી ફર્નિશ્ડ ન્યુ રાણીપ. 9998880169: [873, 254, 1020, 311]
- classified-ad: For Sale/ Rent Shop. 1250 sq. ft, 120 ft Main Road, Shahibaug. 9825303583: [709, 1343, 856, 1417]
- classified-ad: ભાડે આપવાનો છે શેડ, 200 વાર, ફાયરસ્ટેશન પાસે, ઓઢવ. દલાલ માફ. 8128223600: [1038, 1390, 1185, 1447]
- classified-ad: વેચવાનો છે ફ્લેટ 1 B H K, ધનાસુથારની પોળ, કાલુપુર મો 9824559616: [1202, 374, 1349, 431]
- category-subheading: ભાડે જોઈએ છે: [237, 1011, 340, 1034]
- classified-ad: ભાડે/ વેચાણ આપવાનો છે ફ્લેટ. ઘોડાસર. ફ્લાણ લીયલ એસ્ટેટ- 9327046157: [544, 796, 691, 853]
- classified-ad: વેચવાનો છે ફ્લેટ ફ્લેટ 2 B H K વિશ્વાસ સિટી- 10માં, પુનિત આશ્રિતના પાસે, ICB Flora રોડ, ગોતા. 7777915825: [215, 638, 362, 712]
- classified-ad: વેચાણ આપવાનો છે શેડ 1000 વાર ઓઢવ 9727475829: [1038, 1151, 1185, 1191]
- classified-ad: વેચવાનું છે ટેનામેન્ટ ટેરેસ Prime Location મણિનગર, Sri Jalarams 9825323459: [215, 2076, 362, 2133]
- classified-ad: વેચાણ આપવાનો છે ફ્લેટ 3 બેડ લક્ઝુરિયસ ફર્નિશ્ડ ઘાટલોડિયા 9054120327.: [50, 170, 198, 227]
- classified-ad: ભાડે આપવાનો છે ડુપ્લેક્ષ 3 B H K, ઈન્દ્રપુરી જશોદાનગર, મણિનગર- પૂર્વ. 9427027705: [544, 739, 691, 796]
- classified-ad: ભાડે આપવાનો છે શેડ 900 વાર ઓઢવ GIDC Mo. 9327647947: [1038, 1447, 1185, 1503]
- classified-ad: વેચવાની છે ઓફિસ 5200 ફૂટ, ફ્લેટ ફ્લોર, દસ્તાવેજ વાળી પ્રાઇમ લોકેશન ડી-માર્ટ પાસે નિકોલ 7878259999: [873, 1874, 1020, 1948]
- flat-ad-line: સંજયભાઈ 9033572462: [395, 716, 512, 728]
- classified-ad: For Sale, Bungalow, Furnished 4 B H K, S P Ring Road, Vastral, Contact 9998180972: [544, 1808, 691, 1882]
- category-subheading: ભાડે આપવાનું છે: [1060, 1987, 1163, 2009]
- classified-ad: વેચવાનું છે ટેનામેન્ટ, 4 B H K, ફુલ્લી ફર્નિશ, શ્રીજી સોસાયટી, પ્રભાત ચોક પાસે, ઘાટલોડિયા- 9978686655: [50, 732, 198, 806]
- shop-ad-head: વેચવાનું છે: [1229, 548, 1322, 574]
- classified-ad: અર્જન્ટ વેચવાનો છે. ફ્લેટ, 2 બેડરૂમ, તક્ષશિલા, રામબાગ, મણીનગર. 9824021409: [544, 289, 691, 346]
- area-heading: કઠવાડા: [1041, 1696, 1181, 1720]
- banner-left: [550, 113, 701, 192]
- classified-ad: તાત્કાલિક વેચવાનું છે પેન્ટહાઉસ 3 B H K, Fully Furnished, રામબાગ નજીક, મણીનગર, Sitanshu Shah 9898104442: [380, 254, 527, 346]
- flat-ad-title: ફ્લેટ: [397, 609, 431, 629]
- classified-ad: વેચાણ/ ભાડે આપવાનો છે ફ્લેટ ડેકોરેટેડ ફર્નિશ્ડ 175 વાર પાર્ક પ્લાઝા શાહીબાગ 9979901374: [709, 1643, 856, 1717]
- classified-ad: વેચવાનો છે બંગલો, રીનોવેટેડ, 170 વારનો, મંગલેશ્વર મહાદેવ, ઘોડાસર. 9016805570: [380, 1087, 527, 1143]
- classified-ad: ભાડે આપવાનો છે શેડ કઠવાડા 200 વાર ઠાકોર સાદબ. 7990885131: [1038, 1294, 1185, 1351]
- classified-ad: વેચાણ આપવાનો છે. ફ્લેટ 2050 Sq ft, Shilp Residency, ગોતા Aditya Property 8460568696: [50, 2034, 198, 2108]
- classified-ad: વેચવાનો છે પ્લોટ વૃંદાવન સોસાયટી સાંતેજ 9090399998: [1367, 2084, 1517, 2141]
- classified-ad: વેચવાનો છે ફ્લેટ 2 બેડ લક્ઝુરિયસ 130 વાર પાર્કિંગ સાથે ગોતા 8401947877: [50, 1664, 198, 1721]
- classified-ad: વેચવાનો છે પ્લોટ 270 વાર એમ્પોરિયા, મહિરપુર 9601683759: [1367, 185, 1517, 242]
- edition: (અમદાવાદ આવૃત્તિ): [236, 67, 387, 89]
- classified-ad: વેચવાનો છે ફ્લેટ 4 B H K ફર્નિશ્ડ ગોદરેજ સિટી, બેલવેદરમાં ગોતા 9327191520: [215, 934, 362, 1008]
